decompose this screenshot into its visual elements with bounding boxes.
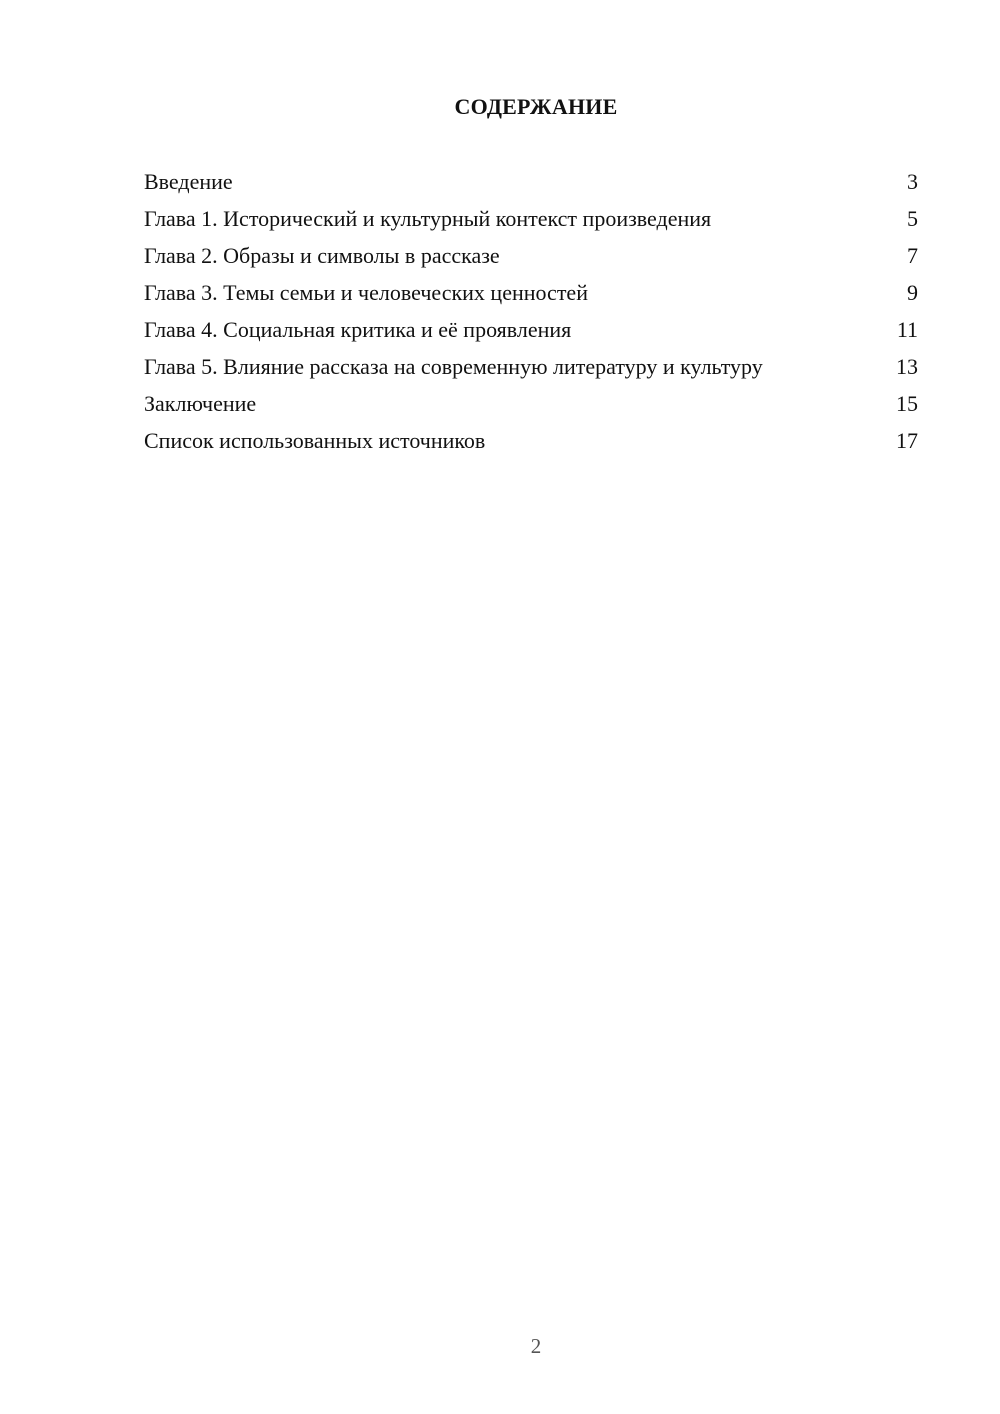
toc-entry	[144, 168, 918, 196]
toc-entry	[144, 205, 918, 233]
page-number: 2	[530, 1334, 542, 1358]
toc-entry	[144, 353, 918, 381]
toc-entry-label: Список использованных источников	[144, 428, 486, 453]
page-title: СОДЕРЖАНИЕ	[454, 94, 618, 119]
toc-entry	[144, 279, 918, 307]
toc-entry-label: Введение	[144, 169, 233, 194]
toc-entry-page: 11	[896, 317, 918, 342]
toc-entry-page: 13	[896, 354, 918, 379]
toc-entry-page: 15	[896, 391, 918, 416]
toc-entry-page: 17	[896, 428, 918, 453]
toc-entry-label: Глава 2. Образы и символы в рассказе	[144, 243, 500, 268]
toc-entry-label: Глава 5. Влияние рассказа на современную литературу и культуру	[144, 354, 763, 379]
toc-entry	[144, 242, 918, 270]
toc-entry-page: 5	[907, 206, 918, 231]
toc-entry	[144, 390, 918, 418]
toc-entry-page: 3	[907, 169, 918, 194]
toc-entry-label: Глава 1. Исторический и культурный контекст произведения	[144, 206, 712, 231]
toc-entry	[144, 427, 918, 455]
toc-entry-page: 9	[907, 280, 918, 305]
toc-entry-label: Заключение	[144, 391, 257, 416]
table-of-contents	[144, 168, 918, 464]
toc-entry-page: 7	[907, 243, 918, 268]
toc-entry	[144, 316, 918, 344]
toc-entry-label: Глава 4. Социальная критика и её проявления	[144, 317, 572, 342]
toc-entry-label: Глава 3. Темы семьи и человеческих ценностей	[144, 280, 588, 305]
